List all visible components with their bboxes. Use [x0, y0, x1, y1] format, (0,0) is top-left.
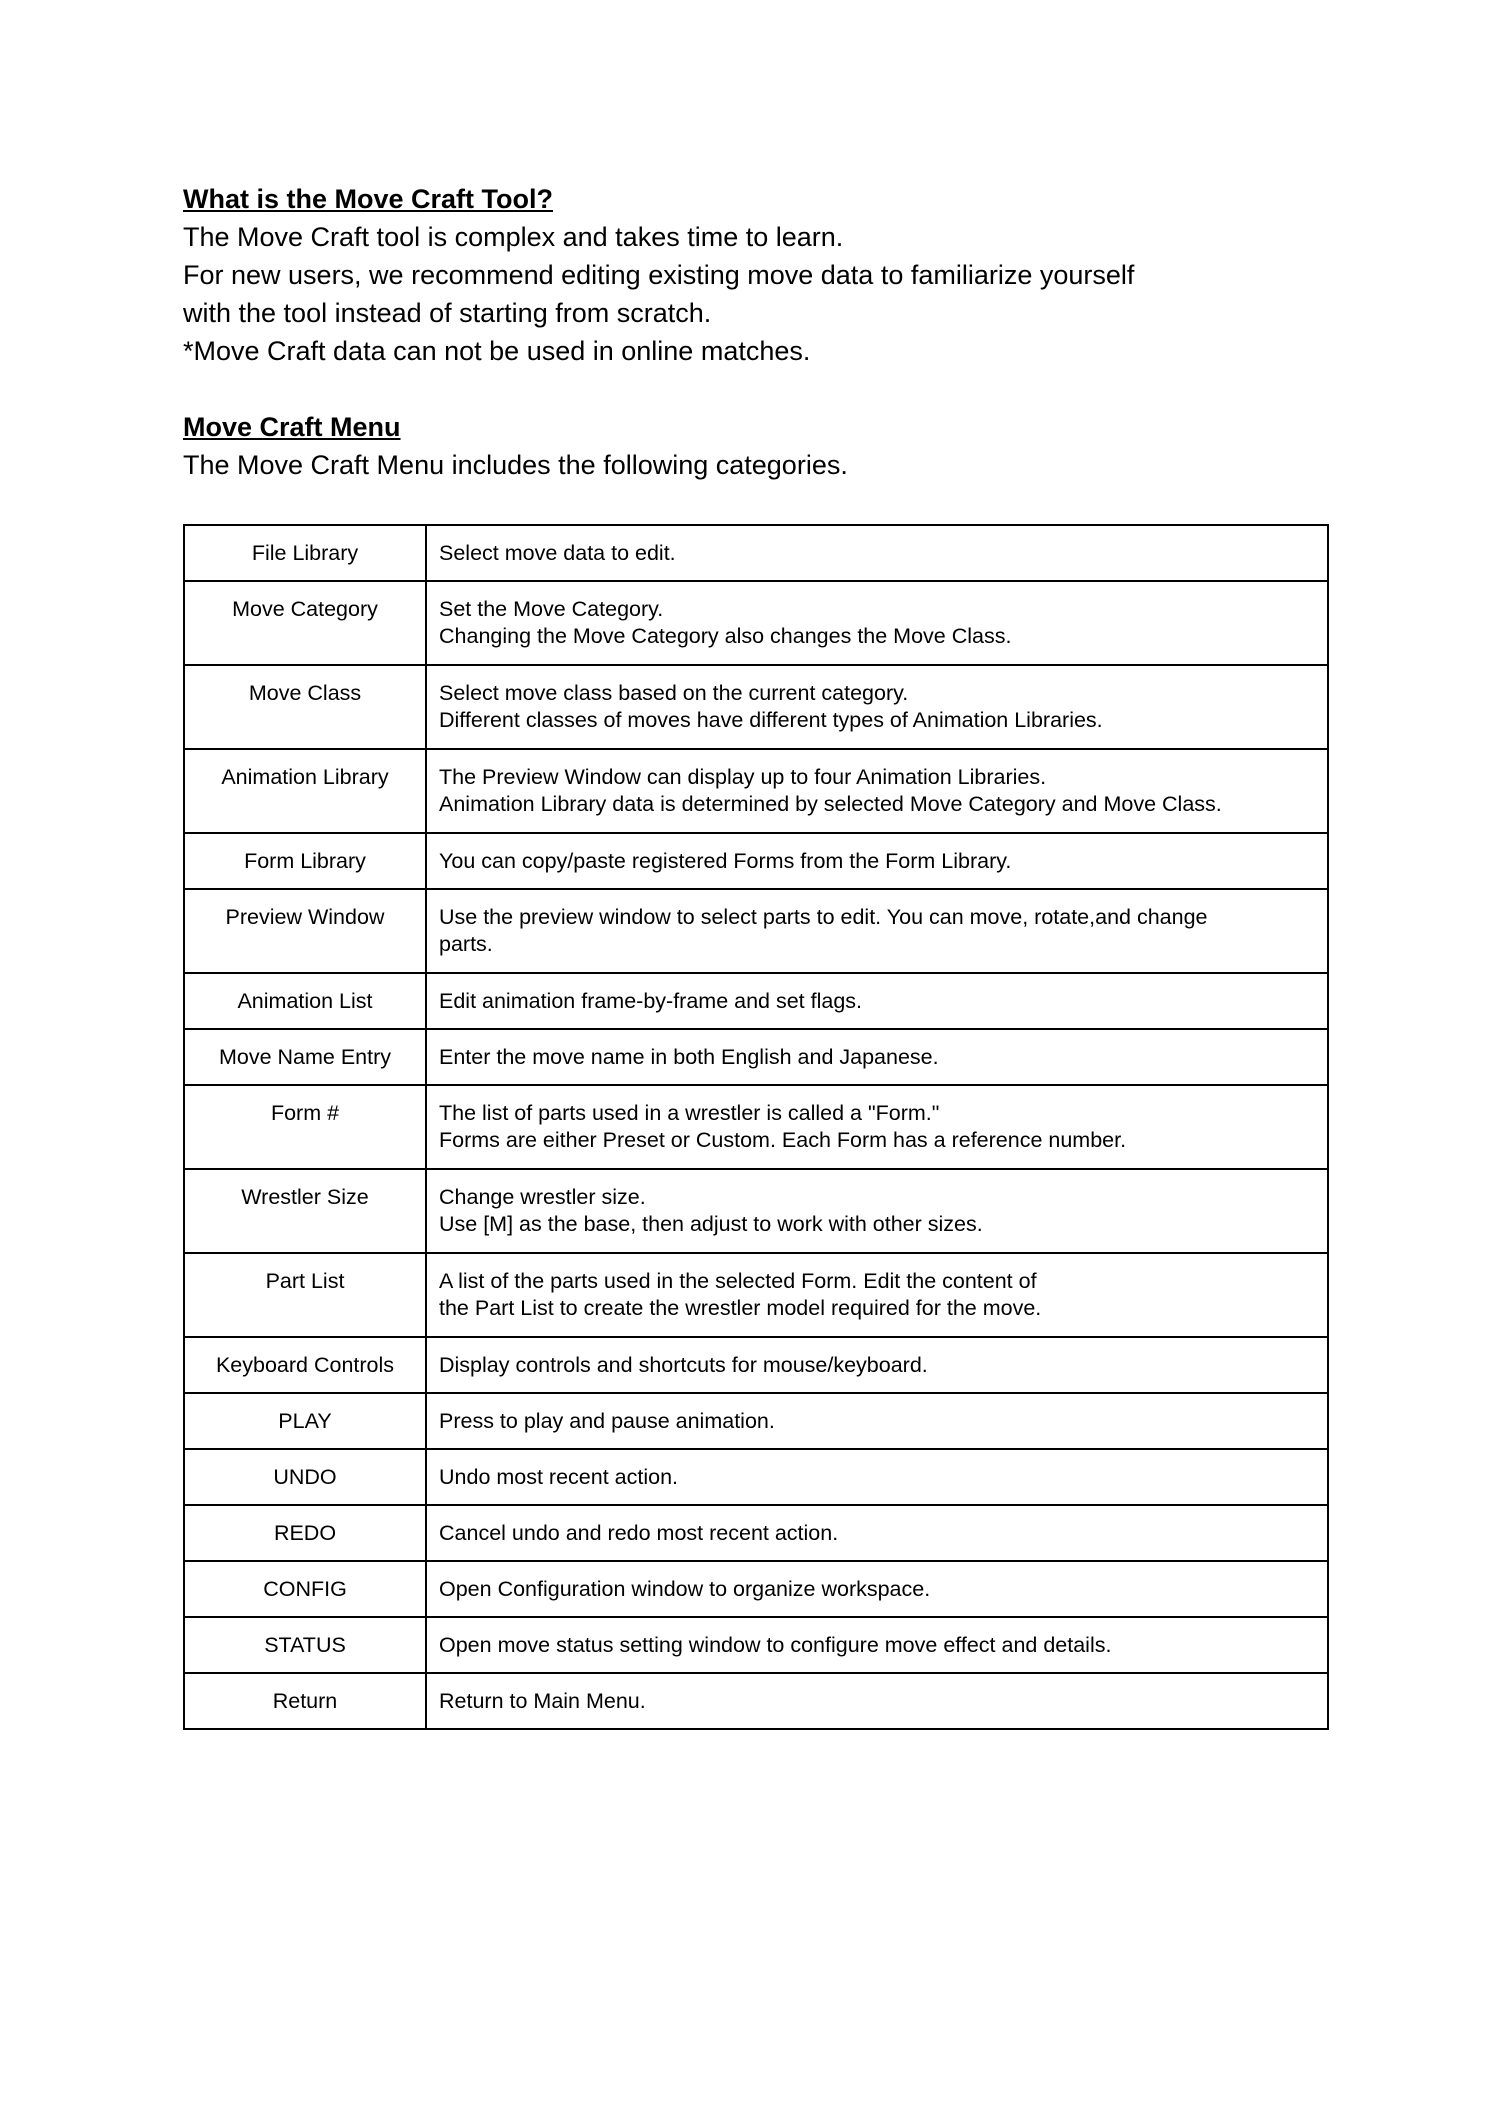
description-line: Edit animation frame-by-frame and set flags. [439, 989, 863, 1013]
description-line: Return to Main Menu. [439, 1689, 646, 1713]
description-line: Enter the move name in both English and Japanese. [439, 1045, 939, 1069]
table-row [184, 665, 1328, 749]
table-row [184, 1085, 1328, 1169]
table-row [184, 749, 1328, 833]
description-line: Use the preview window to select parts to edit. You can move, rotate,and change [439, 905, 1208, 929]
description-line: parts. [439, 932, 493, 956]
category-name-cell: Move Category [184, 581, 426, 665]
category-name-cell: Animation List [184, 973, 426, 1029]
description-line: You can copy/paste registered Forms from the Form Library. [439, 849, 1012, 873]
description-line: Use [M] as the base, then adjust to work with other sizes. [439, 1212, 983, 1236]
section-heading-what-is: What is the Move Craft Tool? [183, 184, 553, 214]
menu-intro: The Move Craft Menu includes the following categories. [183, 450, 848, 480]
category-description-cell [426, 1169, 1328, 1253]
category-description-cell [426, 1085, 1328, 1169]
table-row [184, 525, 1328, 581]
description-line: the Part List to create the wrestler model required for the move. [439, 1296, 1042, 1320]
category-name-cell: Form # [184, 1085, 426, 1169]
table-row [184, 1029, 1328, 1085]
category-description-cell [426, 1253, 1328, 1337]
table-row [184, 581, 1328, 665]
intro-line: with the tool instead of starting from scratch. [183, 298, 712, 328]
category-description-cell [426, 1029, 1328, 1085]
category-name-cell: Preview Window [184, 889, 426, 973]
description-line: Set the Move Category. [439, 597, 664, 621]
description-line: Change wrestler size. [439, 1185, 646, 1209]
category-description-cell [426, 1617, 1328, 1673]
category-name-cell: Animation Library [184, 749, 426, 833]
description-line: Select move data to edit. [439, 541, 676, 565]
category-description-cell [426, 581, 1328, 665]
section-heading-menu: Move Craft Menu [183, 412, 401, 442]
category-description-cell [426, 749, 1328, 833]
description-line: Cancel undo and redo most recent action. [439, 1521, 839, 1545]
category-name-cell: Form Library [184, 833, 426, 889]
table-row [184, 1617, 1328, 1673]
table-row [184, 833, 1328, 889]
category-name-cell: UNDO [184, 1449, 426, 1505]
description-line: Different classes of moves have different types of Animation Libraries. [439, 708, 1103, 732]
category-description-cell [426, 833, 1328, 889]
document-page [183, 180, 1328, 1730]
description-line: Press to play and pause animation. [439, 1409, 775, 1433]
category-description-cell [426, 525, 1328, 581]
table-row [184, 973, 1328, 1029]
category-name-cell: Wrestler Size [184, 1169, 426, 1253]
intro-line: For new users, we recommend editing existing move data to familiarize yourself [183, 260, 1135, 290]
category-description-cell [426, 1393, 1328, 1449]
category-name-cell: CONFIG [184, 1561, 426, 1617]
category-description-cell [426, 889, 1328, 973]
category-name-cell: STATUS [184, 1617, 426, 1673]
description-line: The Preview Window can display up to four Animation Libraries. [439, 765, 1047, 789]
description-line: Forms are either Preset or Custom. Each Form has a reference number. [439, 1128, 1127, 1152]
category-description-cell [426, 1561, 1328, 1617]
category-name-cell: File Library [184, 525, 426, 581]
category-name-cell: Return [184, 1673, 426, 1729]
description-line: Undo most recent action. [439, 1465, 679, 1489]
description-line: Animation Library data is determined by selected Move Category and Move Class. [439, 792, 1222, 816]
category-name-cell: Part List [184, 1253, 426, 1337]
table-row [184, 1673, 1328, 1729]
description-line: Changing the Move Category also changes the Move Class. [439, 624, 1012, 648]
menu-category-table [183, 524, 1329, 1730]
table-row [184, 1393, 1328, 1449]
intro-line: The Move Craft tool is complex and takes time to learn. [183, 222, 844, 252]
description-line: Open move status setting window to configure move effect and details. [439, 1633, 1112, 1657]
category-name-cell: REDO [184, 1505, 426, 1561]
category-description-cell [426, 973, 1328, 1029]
category-name-cell: Move Name Entry [184, 1029, 426, 1085]
description-line: Display controls and shortcuts for mouse/keyboard. [439, 1353, 928, 1377]
table-row [184, 1449, 1328, 1505]
category-name-cell: Keyboard Controls [184, 1337, 426, 1393]
table-row [184, 1505, 1328, 1561]
table-row [184, 1253, 1328, 1337]
description-line: The list of parts used in a wrestler is called a "Form." [439, 1101, 940, 1125]
category-description-cell [426, 1337, 1328, 1393]
category-description-cell [426, 1673, 1328, 1729]
table-row [184, 1169, 1328, 1253]
category-name-cell: Move Class [184, 665, 426, 749]
category-description-cell [426, 665, 1328, 749]
description-line: Open Configuration window to organize workspace. [439, 1577, 931, 1601]
category-name-cell: PLAY [184, 1393, 426, 1449]
category-description-cell [426, 1505, 1328, 1561]
category-description-cell [426, 1449, 1328, 1505]
table-row [184, 1561, 1328, 1617]
intro-line: *Move Craft data can not be used in online matches. [183, 336, 811, 366]
table-row [184, 889, 1328, 973]
table-row [184, 1337, 1328, 1393]
description-line: A list of the parts used in the selected Form. Edit the content of [439, 1269, 1037, 1293]
description-line: Select move class based on the current category. [439, 681, 909, 705]
